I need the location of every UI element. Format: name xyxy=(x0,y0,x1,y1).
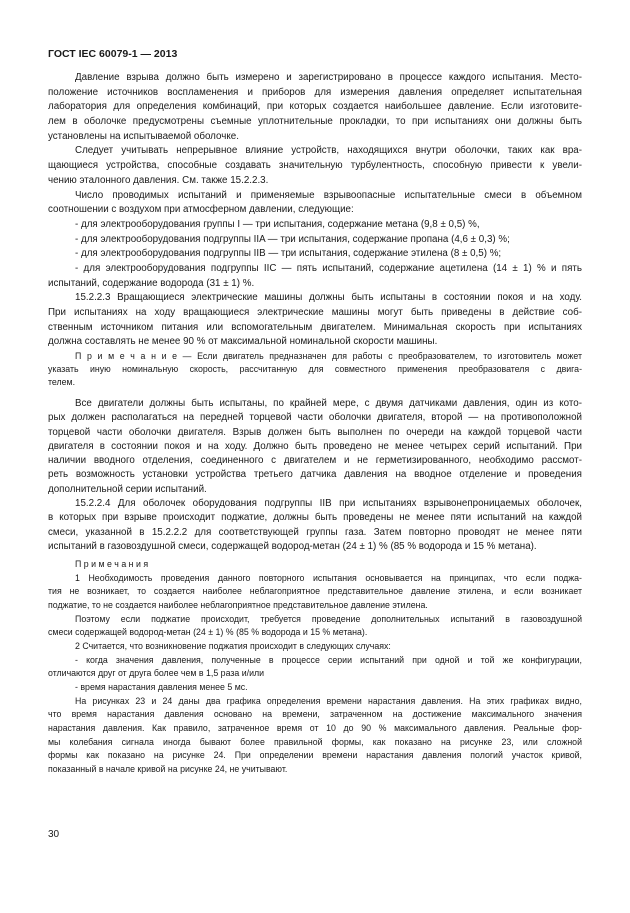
text-line: тия не возникает, то создается наиболее неблагоприятное представительное давление этилена, и если возникает xyxy=(48,586,582,597)
paragraph xyxy=(48,71,582,144)
paragraph xyxy=(48,397,582,497)
text-line: испытаний, содержание водорода (31 ± 1) %. xyxy=(48,277,255,289)
text-line: наличии вводного отделения, соединенного с двигателем и не герметизированного, необходимо рассмот- xyxy=(48,455,582,467)
text-line: - для электрооборудования подгруппы IIA — три испытания, содержание пропана (4,6 ± 0,3) %; xyxy=(75,233,510,245)
notes-section xyxy=(48,558,582,777)
text-line: что время нарастания давления основано на времени, затраченном на достижение максимального значения xyxy=(48,709,582,720)
text-line: - время нарастания давления менее 5 мс. xyxy=(75,681,248,692)
text-line: На рисунках 23 и 24 даны два графика определения времени нарастания давления. На этих графиках видно, xyxy=(75,695,582,706)
paragraph xyxy=(48,291,582,350)
text-line: - для электрооборудования подгруппы IIC — пять испытаний, содержание ацетилена (14 ± 1) % и пять xyxy=(75,262,582,274)
text-line: чению эталонного давления. См. также 15.2.2.3. xyxy=(48,174,269,186)
text-line: мы колебания сигнала иногда бывают более правильной формы, как показано на рисунке 23, или сложной xyxy=(48,736,582,747)
paragraph xyxy=(48,233,582,248)
text-line: положение источников воспламенения и приборов для измерения давления определяет испытательная xyxy=(48,86,582,98)
paragraph xyxy=(48,218,582,233)
paragraph xyxy=(48,262,582,291)
text-line: Поэтому если поджатие происходит, требуется проведение дополнительных испытаний в газовоздушной xyxy=(75,613,582,624)
text-line: П р и м е ч а н и я xyxy=(75,559,149,569)
text-line: смеси содержащей водород-метан (24 ± 1) % (85 % водорода и 15 % метана). xyxy=(48,627,368,638)
text-line: - для электрооборудования группы I — три испытания, содержание метана (9,8 ± 0,5) %, xyxy=(75,218,480,230)
text-line: формы как показано на рисунке 24. При определении времени нарастания давления пологий участок кривой, xyxy=(48,750,582,761)
text-line: телем. xyxy=(48,377,76,387)
text-line: реть возможность установки устройства третьего датчика давления на вводное отделение и проведения xyxy=(48,469,582,481)
text-line: указать иную номинальную скорость, рассчитанную для совместного применения преобразователя с двига- xyxy=(48,364,582,374)
text-line: При испытаниях на ходу вращающиеся электрические машины могут быть приведены в действие соб- xyxy=(48,307,582,318)
paragraph xyxy=(48,572,582,613)
text-line: лаборатория для определения комбинаций, при которых создается наибольшее давление. Если изготовите- xyxy=(48,101,582,113)
page-number: 30 xyxy=(48,829,60,840)
text-line: поджатие, то не создается наиболее неблагоприятное представительное давление этилена. xyxy=(48,599,428,610)
text-line: Следует учитывать непрерывное влияние устройств, находящихся внутри оболочки, таких как вра- xyxy=(75,145,582,157)
text-line: установлены на испытываемой оболочке. xyxy=(48,130,239,142)
text-line: Давление взрыва должно быть измерено и зарегистрировано в процессе каждого испытания. Место- xyxy=(75,72,582,83)
text-line: Все двигатели должны быть испытаны, по крайней мере, с двумя датчиками давления, один из кото- xyxy=(75,398,582,409)
paragraph xyxy=(48,613,582,640)
body-section-motors xyxy=(48,397,582,554)
paragraph xyxy=(48,497,582,554)
text-line: ственным источником питания или вспомогательным двигателем. Минимальная скорость при испытаниях xyxy=(48,321,582,333)
text-line: Число проводимых испытаний и применяемые взрывоопасные испытательные смеси в объемном xyxy=(75,189,582,201)
note-motor-speed xyxy=(48,350,582,389)
text-line: отличаются друг от друга более чем в 1,5 раза и/или xyxy=(48,668,265,679)
text-line: П р и м е ч а н и е — Если двигатель предназначен для работы с преобразователем, то изготовитель может xyxy=(75,351,582,361)
text-line: дополнительной серии испытаний. xyxy=(48,483,207,495)
text-line: 2 Считается, что возникновение поджатия происходит в следующих случаях: xyxy=(75,640,391,651)
text-line: показанный в начале кривой на рисунке 24, не учитывают. xyxy=(48,763,288,774)
text-line: 15.2.2.4 Для оболочек оборудования подгруппы IIB при испытаниях взрывонепроницаемых оболочек, xyxy=(75,498,582,510)
paragraph xyxy=(48,654,582,681)
text-line: 1 Необходимость проведения данного повторного испытания основывается на принципах, что если поджа- xyxy=(75,572,582,583)
text-line: должна составлять не менее 90 % от максимальной номинальной скорости машины. xyxy=(48,336,438,348)
text-line: рых должен располагаться на передней торцевой части оболочки двигателя, второй — на противоположной xyxy=(48,412,582,424)
text-line: испытаний в газовоздушной смеси, содержащей водород-метан (24 ± 1) % (85 % водорода и 15 % метана). xyxy=(48,540,537,552)
paragraph xyxy=(48,144,582,188)
paragraph xyxy=(48,350,582,389)
text-line: нарастания давления. Как правило, затраченное время от 10 до 90 % максимального давления. Реальные фор- xyxy=(48,722,582,733)
body-section-main xyxy=(48,71,582,350)
document-header: ГОСТ IEC 60079-1 — 2013 xyxy=(48,48,178,60)
paragraph xyxy=(48,558,582,572)
text-line: 15.2.2.3 Вращающиеся электрические машины должны быть испытаны в состоянии покоя и на ходу. xyxy=(75,292,582,304)
text-line: - когда значения давления, полученные в процессе серии испытаний при одной и той же конфигурации, xyxy=(75,654,582,665)
text-line: смеси, указанной в 15.2.2.2 для соответствующей группы газа. Затем повторно проводят не менее пяти xyxy=(48,526,582,538)
text-line: в которых при взрыве происходит поджатие, должны быть проведены не менее пяти испытаний на каждой xyxy=(48,512,582,524)
text-line: торцевой части оболочки двигателя. Взрыв должен быть выполнен по очереди на каждой торцевой части xyxy=(48,426,582,438)
text-line: лем в оболочке предусмотрены съемные уплотнительные прокладки, то при испытаниях они должны быть xyxy=(48,116,582,128)
text-line: соотношении с воздухом при атмосферном давлении, следующие: xyxy=(48,204,354,216)
text-line: щающиеся устройства, способные создавать значительную турбулентность, способную привести к увели- xyxy=(48,160,582,172)
paragraph xyxy=(48,189,582,218)
paragraph xyxy=(48,640,582,654)
paragraph xyxy=(48,681,582,695)
text-line: двигателя в состоянии покоя и на ходу. Должно быть проведено не менее четырех серий испытаний. При xyxy=(48,440,582,452)
paragraph xyxy=(48,695,582,777)
paragraph xyxy=(48,247,582,262)
text-line: - для электрооборудования подгруппы IIB — три испытания, содержание этилена (8 ± 0,5) %; xyxy=(75,248,502,260)
